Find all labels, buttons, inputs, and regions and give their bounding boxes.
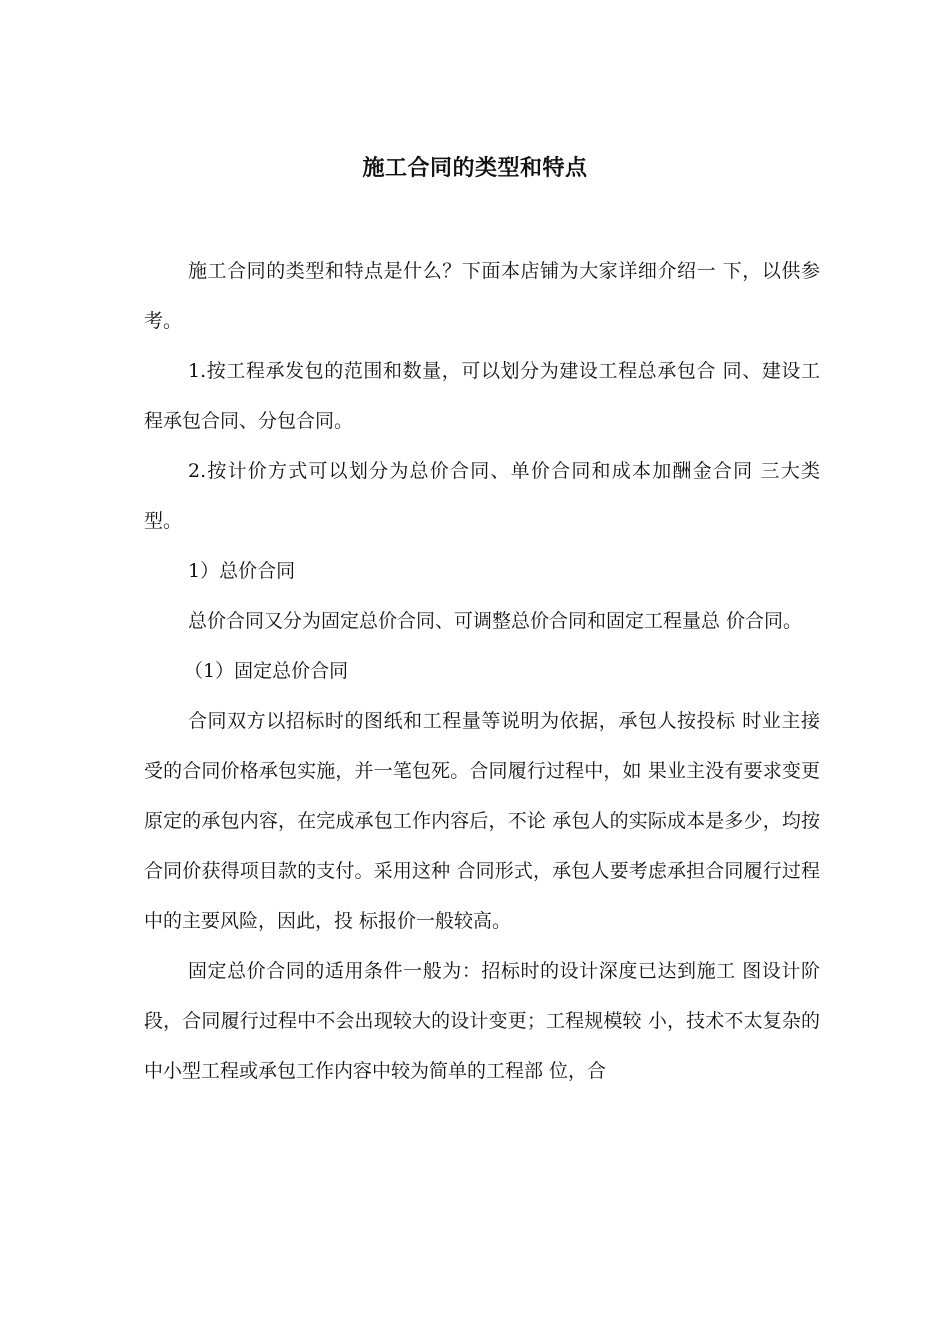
fixed-lump-sum-contract-heading: （1）固定总价合同	[184, 660, 349, 682]
fixed-lump-sum-description-paragraph: 合同双方以招标时的图纸和工程量等说明为依据，承包人按投标 时业主接受的合同价格承包实施，并一笔包死。合同履行过程中，如 果业主没有要求变更原定的承包内容，在完成承包工作内容后，不论 承包人的实际成本是多少，均按合同价获得项目款的支付。采用这种 合同形式，承包人要考虑承担合同履行过程中的主要风险，因此，投 标报价一般较高。	[144, 710, 820, 932]
fixed-lump-sum-conditions-paragraph: 固定总价合同的适用条件一般为：招标时的设计深度已达到施工 图设计阶段，合同履行过程中不会出现较大的设计变更；工程规模较 小，技术不太复杂的中小型工程或承包工作内容中较为简单的工程部 位，合	[144, 960, 820, 1082]
lump-sum-contract-paragraph: 总价合同又分为固定总价合同、可调整总价合同和固定工程量总 价合同。	[188, 610, 803, 632]
classification-by-scope-paragraph: 1.按工程承发包的范围和数量，可以划分为建设工程总承包合 同、建设工程承包合同、分包合同。	[144, 360, 820, 432]
intro-paragraph: 施工合同的类型和特点是什么？下面本店铺为大家详细介绍一 下，以供参考。	[144, 260, 820, 332]
classification-by-pricing-paragraph: 2.按计价方式可以划分为总价合同、单价合同和成本加酬金合同 三大类型。	[144, 460, 820, 532]
document-body	[144, 246, 820, 1096]
document-title: 施工合同的类型和特点	[362, 156, 588, 181]
lump-sum-contract-heading: 1）总价合同	[188, 560, 296, 582]
